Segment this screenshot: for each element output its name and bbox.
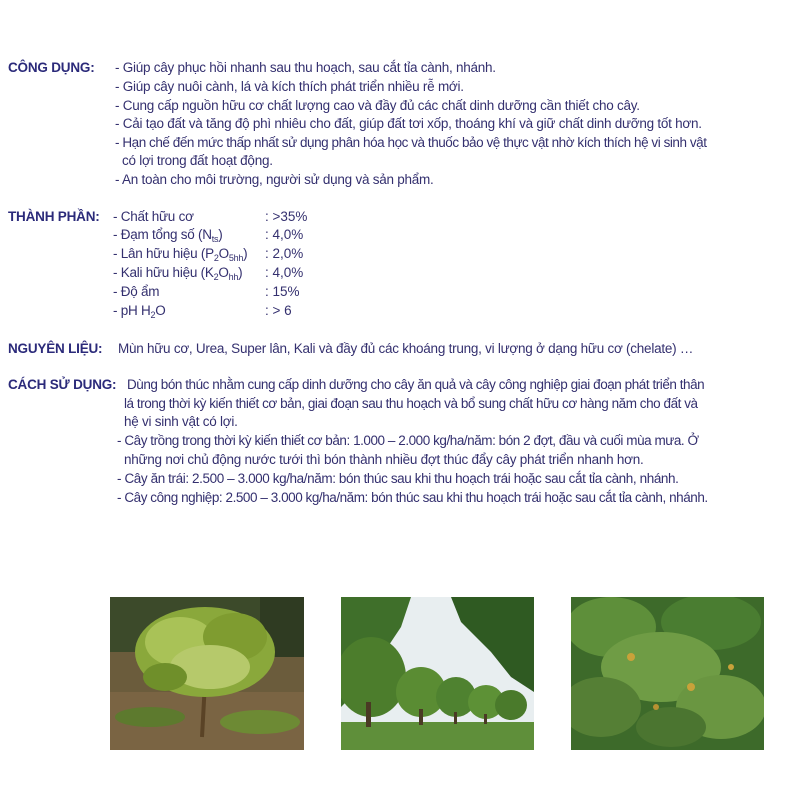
mango-orchard-row-photo (341, 597, 534, 750)
cach-su-dung-line: - Cây ăn trái: 2.500 – 3.000 kg/ha/năm: bón thúc sau khi thu hoạch trái hoặc sau cắt tỉa cành, nhánh. (117, 471, 679, 486)
component-name: - pH $H_2O$ (113, 303, 166, 320)
component-name: - Chất hữu cơ (113, 209, 194, 224)
cong-dung-line: - Cung cấp nguồn hữu cơ chất lượng cao và đầy đủ các chất dinh dưỡng cần thiết cho cây. (115, 98, 640, 113)
cach-su-dung-line: Dùng bón thúc nhằm cung cấp dinh dưỡng cho cây ăn quả và cây công nghiệp giai đoạn phát triển thân (127, 377, 705, 392)
component-value: : 4,0% (265, 227, 304, 242)
nguyen-lieu-heading: NGUYÊN LIỆU: (8, 341, 103, 356)
fruit-tree-foliage-photo (571, 597, 764, 750)
cach-su-dung-line: - Cây công nghiệp: 2.500 – 3.000 kg/ha/năm: bón thúc sau khi thu hoạch trái hoặc sau cắt tỉa cành, nhánh. (117, 490, 708, 505)
thanh-phan-heading: THÀNH PHẦN: (8, 209, 100, 224)
component-name: - Độ ẩm (113, 284, 160, 299)
cach-su-dung-line: lá trong thời kỳ kiến thiết cơ bản, giai đoạn sau thu hoạch và bổ sung chất hữu cơ hàng năm cho đất và (124, 396, 698, 411)
cong-dung-line: - Giúp cây phục hồi nhanh sau thu hoạch, sau cắt tỉa cành, nhánh. (115, 60, 496, 75)
cong-dung-line: - Cải tạo đất và tăng độ phì nhiêu cho đất, giúp đất tơi xốp, thoáng khí và giữ chất dinh dưỡng tốt hơn. (115, 116, 702, 131)
component-value: : 4,0% (265, 265, 304, 280)
component-name: - Lân hữu hiệu $(P_2O_{5hh})$ (113, 246, 248, 263)
component-name: - Đạm tổng số $(N_{ts})$ (113, 227, 223, 244)
cach-su-dung-line: - Cây trồng trong thời kỳ kiến thiết cơ bản: 1.000 – 2.000 kg/ha/năm: bón 2 đợt, đầu và cuối mùa mưa. Ở (117, 433, 699, 448)
cach-su-dung-line: những nơi chủ động nước tưới thì bón thành nhiều đợt thúc đẩy cây phát triển nhanh hơn. (124, 452, 644, 467)
component-value: : 2,0% (265, 246, 304, 261)
component-value: : > 6 (265, 303, 292, 318)
cong-dung-line: - An toàn cho môi trường, người sử dụng và sản phẩm. (115, 172, 434, 187)
cach-su-dung-heading: CÁCH SỬ DỤNG: (8, 377, 117, 392)
component-value: : 15% (265, 284, 300, 299)
nguyen-lieu-text: Mùn hữu cơ, Urea, Super lân, Kali và đầy đủ các khoáng trung, vi lượng ở dạng hữu cơ (chelate) … (118, 341, 694, 356)
cong-dung-line: - Hạn chế đến mức thấp nhất sử dụng phân hóa học và thuốc bảo vệ thực vật nhờ kích thích hệ vi sinh vật (115, 135, 707, 150)
young-fruit-tree-photo (110, 597, 304, 750)
cong-dung-line: có lợi trong đất hoạt động. (122, 153, 273, 168)
component-name: - Kali hữu hiệu $(K_2O_{hh})$ (113, 265, 243, 282)
component-value: : >35% (265, 209, 308, 224)
cach-su-dung-line: hệ vi sinh vật có lợi. (124, 414, 238, 429)
cong-dung-line: - Giúp cây nuôi cành, lá và kích thích phát triển nhiều rễ mới. (115, 79, 464, 94)
cong-dung-heading: CÔNG DỤNG: (8, 60, 95, 75)
